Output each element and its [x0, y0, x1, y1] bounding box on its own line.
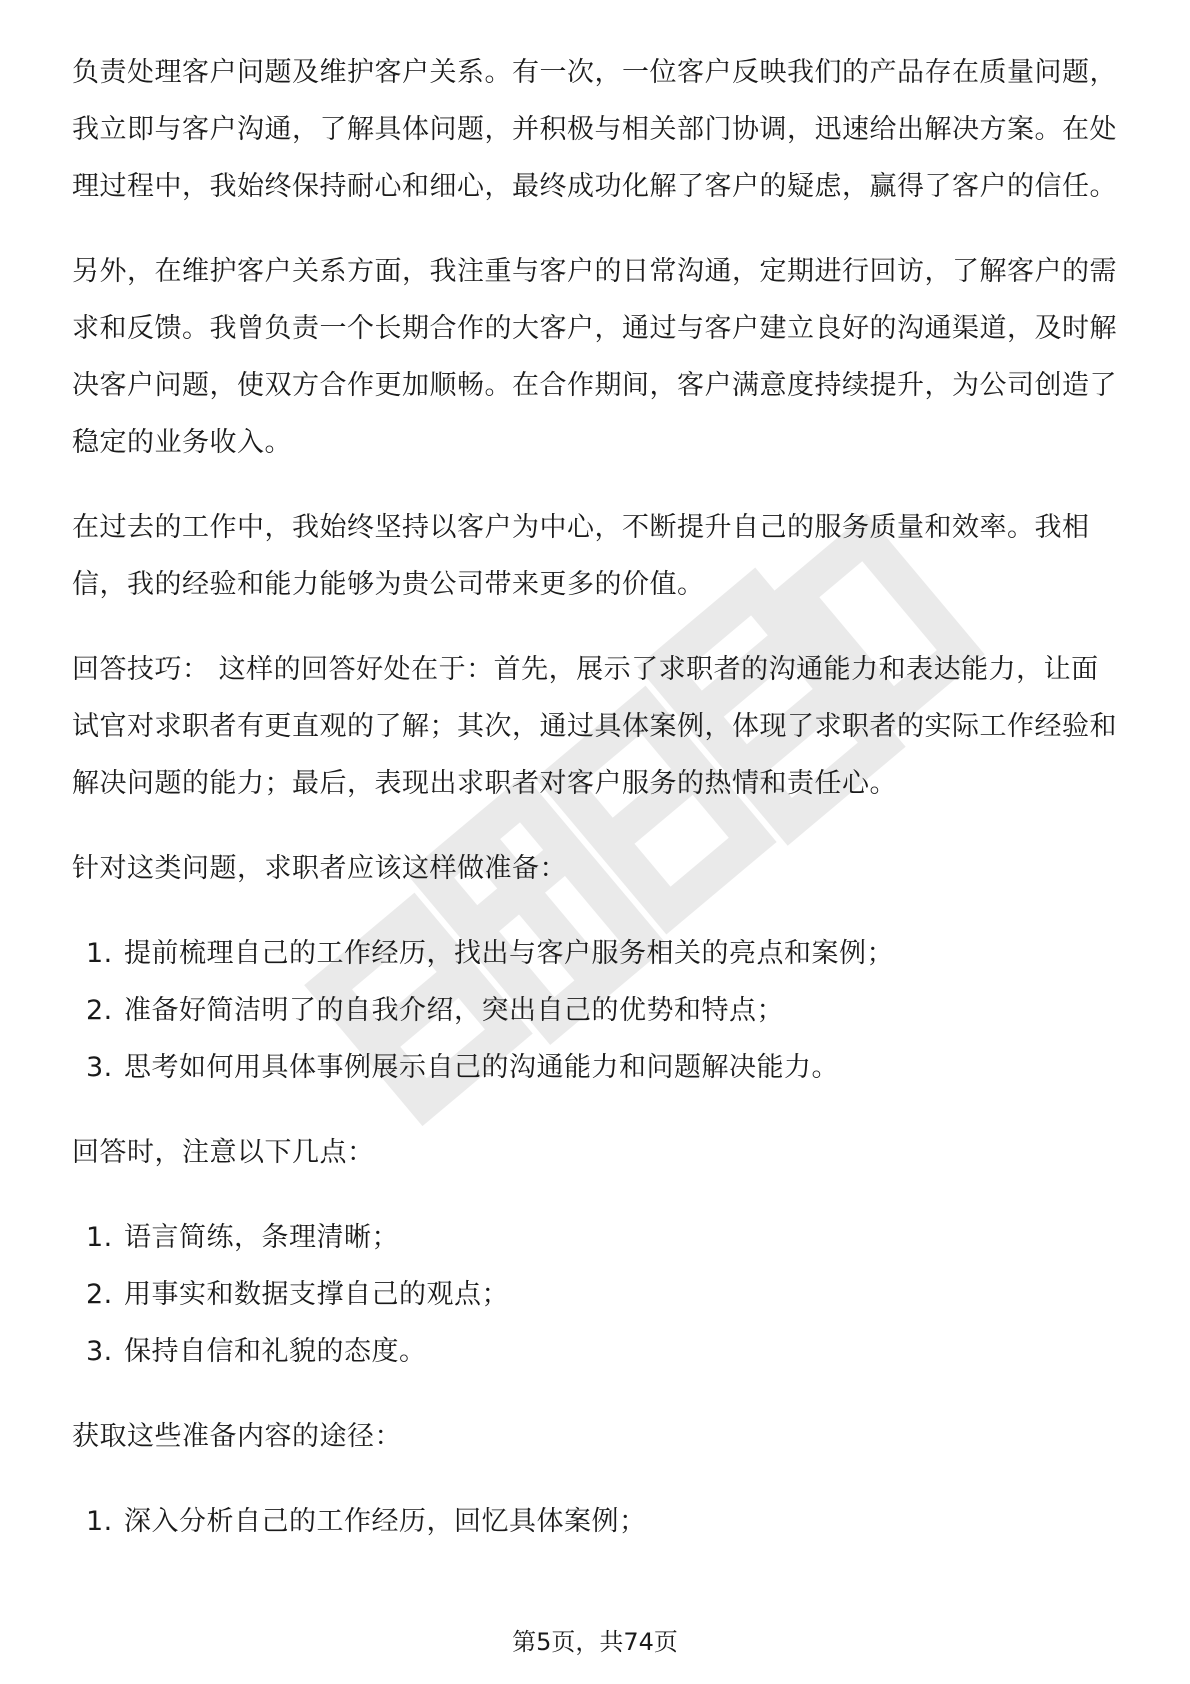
list-item [72, 1493, 1122, 1550]
list-number: 2. [86, 1279, 113, 1310]
paragraph: 另外，在维护客户关系方面，我注重与客户的日常沟通，定期进行回访，了解客户的需求和反馈。我曾负责一个长期合作的大客户，通过与客户建立良好的沟通渠道，及时解决客户问题，使双方合作更加顺畅。在合作期间，客户满意度持续提升，为公司创造了稳定的业务收入。 [72, 256, 1117, 458]
list-item-text: 准备好简洁明了的自我介绍，突出自己的优势和特点； [124, 995, 784, 1026]
list-item [72, 982, 1122, 1039]
list-item-text: 深入分析自己的工作经历，回忆具体案例； [124, 1506, 647, 1537]
notes-list [72, 1209, 1122, 1380]
list-item [72, 1323, 1122, 1380]
list-item-text: 提前梳理自己的工作经历，找出与客户服务相关的亮点和案例； [124, 938, 894, 969]
list-item-text: 保持自信和礼貌的态度。 [124, 1336, 427, 1367]
page-number-footer: 第5页，共74页 [512, 1628, 678, 1656]
list-item [72, 1266, 1122, 1323]
paragraph: 在过去的工作中，我始终坚持以客户为中心，不断提升自己的服务质量和效率。我相信，我的经验和能力能够为贵公司带来更多的价值。 [72, 512, 1090, 600]
list-item [72, 925, 1122, 982]
list-item [72, 1209, 1122, 1266]
document-body [72, 44, 1122, 1578]
list-number: 1. [86, 938, 113, 969]
notes-heading: 回答时，注意以下几点： [72, 1137, 375, 1168]
list-number: 3. [86, 1336, 113, 1367]
list-item-text: 用事实和数据支撑自己的观点； [124, 1279, 509, 1310]
list-item-text: 思考如何用具体事例展示自己的沟通能力和问题解决能力。 [124, 1052, 839, 1083]
sources-list [72, 1493, 1122, 1550]
sources-heading: 获取这些准备内容的途径： [72, 1421, 402, 1452]
prep-list [72, 925, 1122, 1096]
list-number: 2. [86, 995, 113, 1026]
list-item-text: 语言简练，条理清晰； [124, 1222, 399, 1253]
list-number: 1. [86, 1222, 113, 1253]
list-item [72, 1039, 1122, 1096]
list-number: 1. [86, 1506, 113, 1537]
list-number: 3. [86, 1052, 113, 1083]
paragraph: 负责处理客户问题及维护客户关系。有一次，一位客户反映我们的产品存在质量问题，我立即与客户沟通，了解具体问题，并积极与相关部门协调，迅速给出解决方案。在处理过程中，我始终保持耐心和细心，最终成功化解了客户的疑虑，赢得了客户的信任。 [72, 57, 1117, 202]
answer-tips-paragraph: 回答技巧： 这样的回答好处在于：首先，展示了求职者的沟通能力和表达能力，让面试官对求职者有更直观的了解；其次，通过具体案例，体现了求职者的实际工作经验和解决问题的能力；最后，表现出求职者对客户服务的热情和责任心。 [72, 654, 1117, 799]
prep-heading: 针对这类问题，求职者应该这样做准备： [72, 853, 567, 884]
